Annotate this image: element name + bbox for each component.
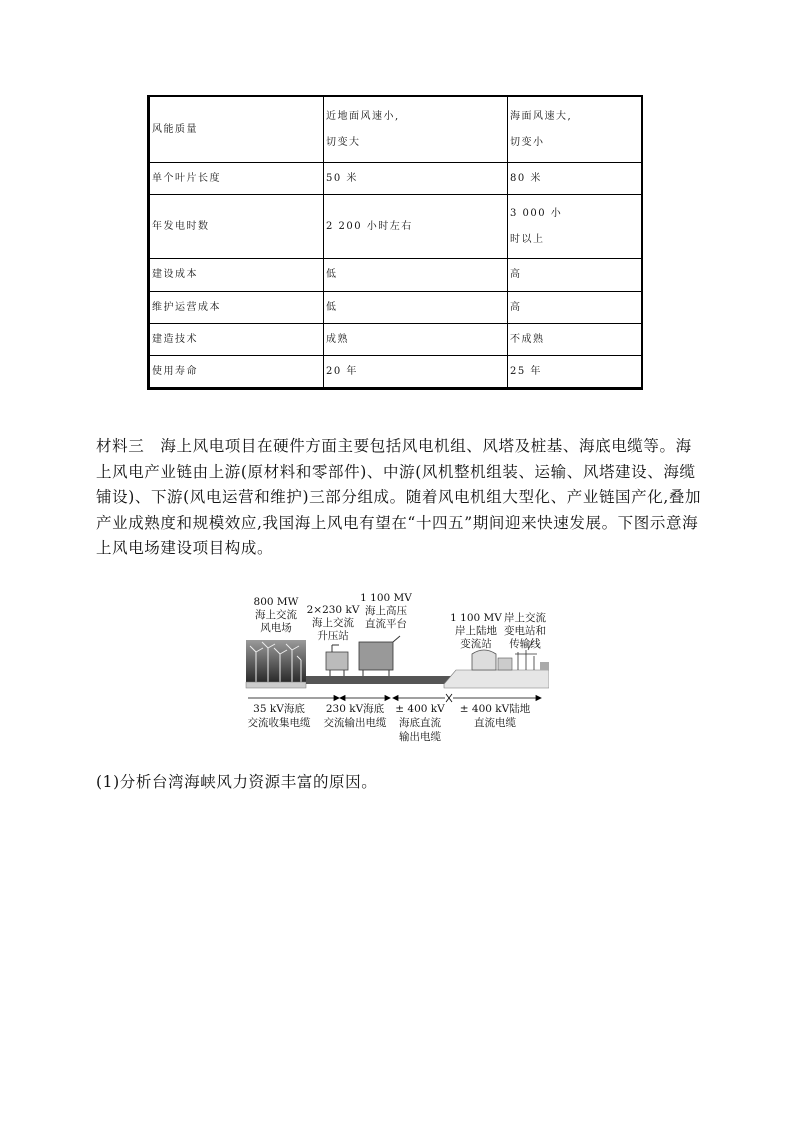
offshore-cell [507,163,644,194]
material-three-paragraph [96,434,702,562]
offshore-value: 时以上 [510,233,545,245]
sea-surface [306,676,456,684]
paragraph-line: 上风电产业链由上游(原材料和零部件)、中游(风机整机组装、运输、风塔建设、海缆 [96,462,696,481]
nearshore-cell [323,259,506,291]
row-label-cell [152,292,320,323]
paragraph-line: 材料三 海上风电项目在硬件方面主要包括风电机组、风塔及桩基、海底电缆等。海 [96,437,692,455]
nearshore-value: 成熟 [326,333,349,345]
hvdc-platform-label: 1 100 MV 海上高压 直流平台 [360,592,412,630]
paragraph-line: 铺设)、下游(风电运营和维护)三部分组成。随着风电机组大型化、产业链国产化,叠加 [96,488,702,507]
row-label-cell [152,356,320,388]
row-label-cell [152,97,320,162]
wind-farm-photo [246,640,306,682]
wind-farm-label: 800 MW 海上交流 风电场 [253,596,299,634]
offshore-value: 3 000 小 [510,207,563,219]
offshore-value: 海面风速大, [510,110,573,122]
converter-station-icon [472,650,496,670]
nearshore-value: 低 [326,269,338,280]
nearshore-cell [323,324,506,355]
row-label: 使用寿命 [152,366,198,377]
row-label-cell [152,163,320,194]
nearshore-value: 2 200 小时左右 [326,220,413,232]
cable-35kv-label: 35 kV海底 交流收集电缆 [247,703,311,729]
offshore-value: 高 [510,269,522,280]
offshore-value: 不成熟 [510,333,545,345]
row-label: 风能质量 [152,123,198,135]
offshore-value: 80 米 [510,172,542,184]
table-row [150,324,641,356]
table-row [150,163,641,195]
converter-station-label: 1 100 MV 岸上陆地 变流站 [450,612,502,650]
cable-400kv-land-label: ± 400 kV陆地 直流电缆 [459,703,531,729]
table-row [150,356,641,388]
row-label: 建设成本 [152,269,198,280]
table-row [150,292,641,324]
nearshore-cell [323,163,506,194]
nearshore-value: 切变大 [326,136,361,148]
offshore-cell [507,259,644,291]
substation-label: 岸上交流 变电站和 传输线 [504,612,546,650]
offshore-cell [507,292,644,323]
nearshore-value: 近地面风速小, [326,110,400,122]
offshore-cell [507,324,644,355]
paragraph-line: 产业成熟度和规模效应,我国海上风电有望在“十四五”期间迎来快速发展。下图示意海 [96,513,699,532]
table-row [150,195,641,259]
booster-station-label: 2×230 kV 海上交流 升压站 [306,604,360,642]
question-1: (1)分析台湾海峡风力资源丰富的原因。 [96,773,378,791]
row-label: 单个叶片长度 [152,172,221,184]
nearshore-value: 低 [326,301,338,313]
land-shore [444,670,549,688]
nearshore-cell [323,356,506,388]
table-row [150,97,641,163]
paragraph-line: 上风电场建设项目构成。 [96,539,274,558]
cable-segment-arrows [248,694,541,702]
cable-230kv-label: 230 kV海底 交流输出电缆 [323,703,387,729]
nearshore-cell [323,292,506,323]
booster-station-icon [326,652,348,670]
offshore-value: 高 [510,301,522,313]
hvdc-platform-icon [359,642,393,670]
nearshore-value: 20 年 [326,366,358,377]
row-label-cell [152,324,320,355]
offshore-cell [507,195,644,258]
row-label: 年发电时数 [152,220,210,232]
row-label: 建造技术 [152,333,198,345]
offshore-cell [507,97,644,162]
cable-400kv-sea-label: ± 400 kV 海底直流 输出电缆 [395,703,445,743]
offshore-value: 切变小 [510,136,545,148]
nearshore-value: 50 米 [326,172,358,184]
offshore-cell [507,356,644,388]
row-label: 维护运营成本 [152,301,221,313]
offshore-value: 25 年 [510,366,542,377]
nearshore-cell [323,195,506,258]
table-row [150,259,641,292]
offshore-wind-farm-figure [244,590,549,750]
row-label-cell [152,195,320,258]
row-label-cell [152,259,320,291]
nearshore-cell [323,97,506,162]
